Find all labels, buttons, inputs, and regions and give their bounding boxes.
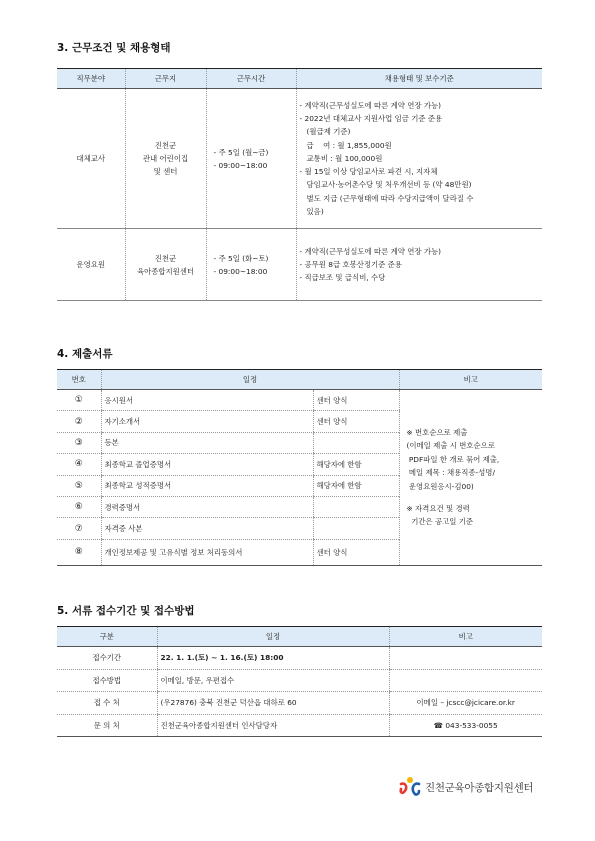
terms-line: - 공무원 8급 호봉산정기준 준용 <box>299 259 402 269</box>
work-hours <box>206 89 296 229</box>
column-header: 비고 <box>399 370 542 390</box>
hours-line: - 주 5일 (월~금) <box>213 147 269 157</box>
email-contact: 이메일 – jcscc@jcicare.or.kr <box>389 692 542 715</box>
doc-name: 자기소개서 <box>101 411 313 432</box>
note-line: 기간은 공고일 기준 <box>406 517 474 527</box>
section-5-title: 5. 서류 접수기간 및 접수방법 <box>57 605 195 617</box>
table-header-row <box>57 370 542 390</box>
row-label: 접수기간 <box>57 647 157 670</box>
doc-number: ④ <box>57 454 101 475</box>
inquiry-contact: 진천군육아종합지원센터 인사담당자 <box>157 714 389 737</box>
terms-line: 별도 지급 (근무형태에 따라 수당지급액이 달라질 수 <box>299 193 474 203</box>
doc-name: 자격증 사본 <box>101 518 313 539</box>
employment-terms <box>296 89 542 229</box>
note-line: 메일 제목 : 채용직종-성명/ <box>406 468 495 478</box>
table-row <box>57 669 542 692</box>
column-header: 채용형태 및 보수기준 <box>296 69 542 89</box>
column-header: 일정 <box>157 627 389 647</box>
column-header: 근무시간 <box>206 69 296 89</box>
doc-number: ⑧ <box>74 547 83 558</box>
doc-number: ③ <box>57 432 101 453</box>
terms-line: 담임교사·농어촌수당 및 처우개선비 등 (약 48만원) <box>299 180 472 190</box>
table-row <box>57 229 542 301</box>
section-3-title: 3. 근무조건 및 채용형태 <box>57 42 171 54</box>
doc-remark <box>313 518 399 539</box>
terms-line: 급 여 : 월 1,855,000원 <box>299 140 392 150</box>
hours-line: - 주 5일 (화~토) <box>213 253 269 263</box>
table-row <box>57 692 542 715</box>
work-conditions-table <box>57 68 542 301</box>
place-line: 육아종합지원센터 <box>136 266 195 276</box>
hours-line: - 09:00~18:00 <box>213 160 268 170</box>
doc-number: ⑤ <box>57 475 101 496</box>
phone-contact: ☎ 043-533-0055 <box>389 714 542 737</box>
row-label: 문 의 처 <box>57 714 157 737</box>
terms-line: 있음) <box>299 206 324 216</box>
section-4-title: 4. 제출서류 <box>57 348 113 360</box>
note-line: (이메일 제출 시 번호순으로 <box>406 441 495 451</box>
application-method: 이메일, 방문, 우편접수 <box>157 669 389 692</box>
doc-name: 경력증명서 <box>101 496 313 517</box>
doc-number: ② <box>57 411 101 432</box>
row-note <box>389 669 542 692</box>
note-line: ※ 번호순으로 제출 <box>406 427 468 437</box>
column-header: 구분 <box>57 627 157 647</box>
place-line: 진천군 <box>154 253 177 263</box>
employment-terms <box>296 229 542 301</box>
application-period-table <box>57 626 542 737</box>
required-documents-table <box>57 369 542 566</box>
center-logo <box>398 776 533 798</box>
doc-name: 등본 <box>101 432 313 453</box>
place-line: 관내 어린이집 <box>142 154 189 163</box>
job-field: 운영요원 <box>57 229 125 301</box>
table-row <box>57 89 542 229</box>
column-header: 일정 <box>101 370 399 390</box>
doc-name: 최종학교 성적증명서 <box>101 475 313 496</box>
doc-number: ① <box>57 390 101 411</box>
column-header: 비고 <box>389 627 542 647</box>
doc-number: ⑥ <box>57 496 101 517</box>
note-line: ※ 자격요건 및 경력 <box>406 503 470 513</box>
row-label: 접수방법 <box>57 669 157 692</box>
terms-line: - 계약직(근무성실도에 따른 계약 연장 가능) <box>299 101 442 111</box>
place-line: 진천군 <box>154 141 177 150</box>
doc-remark: 해당자에 한함 <box>313 454 399 475</box>
terms-line: - 월 15일 이상 당임교사로 파견 시, 지자체 <box>299 167 438 177</box>
note-line: 운영요원응시-김00) <box>406 481 474 491</box>
doc-name: 응시원서 <box>101 390 313 411</box>
doc-remark: 센터 양식 <box>313 411 399 432</box>
doc-name: 개인정보제공 및 고유식별 정보 처리동의서 <box>101 539 313 565</box>
work-hours <box>206 229 296 301</box>
doc-remark: 해당자에 한함 <box>313 475 399 496</box>
table-row <box>57 647 542 670</box>
work-place <box>125 229 206 301</box>
terms-line: 교통비 : 월 100,000원 <box>299 153 383 163</box>
doc-number: ⑦ <box>57 518 101 539</box>
column-header: 번호 <box>57 370 101 390</box>
terms-line: (월급제 기준) <box>299 127 351 137</box>
center-logo-icon <box>398 776 422 798</box>
doc-remark: 센터 양식 <box>313 390 399 411</box>
table-row <box>57 714 542 737</box>
center-logo-text: 진천군육아종합지원센터 <box>425 781 534 794</box>
submission-address: (우27876) 충북 진천군 덕산읍 대하로 60 <box>157 692 389 715</box>
terms-line: - 계약직(근무성실도에 따른 계약 연장 가능) <box>299 246 442 256</box>
table-header-row <box>57 627 542 647</box>
doc-remark <box>313 432 399 453</box>
row-label: 접 수 처 <box>57 692 157 715</box>
doc-remark: 센터 양식 <box>313 539 399 565</box>
column-header: 근무지 <box>125 69 206 89</box>
terms-line: - 2022년 대체교사 지원사업 임금 기준 준용 <box>299 114 443 124</box>
doc-remark <box>313 496 399 517</box>
table-row <box>57 390 542 411</box>
job-field: 대체교사 <box>57 89 125 229</box>
work-place <box>125 89 206 229</box>
note-line: PDF파일 한 개로 묶어 제출, <box>406 454 500 464</box>
hours-line: - 09:00~18:00 <box>213 266 268 276</box>
row-note <box>389 647 542 670</box>
doc-name: 최종학교 졸업증명서 <box>101 454 313 475</box>
terms-line: - 직급보조 및 급식비, 수당 <box>299 273 386 283</box>
place-line: 및 센터 <box>153 167 178 176</box>
column-header: 직무분야 <box>57 69 125 89</box>
application-period: 22. 1. 1.(토) ~ 1. 16.(토) 18:00 <box>157 647 389 670</box>
submission-notes <box>399 390 542 566</box>
table-header-row <box>57 69 542 89</box>
